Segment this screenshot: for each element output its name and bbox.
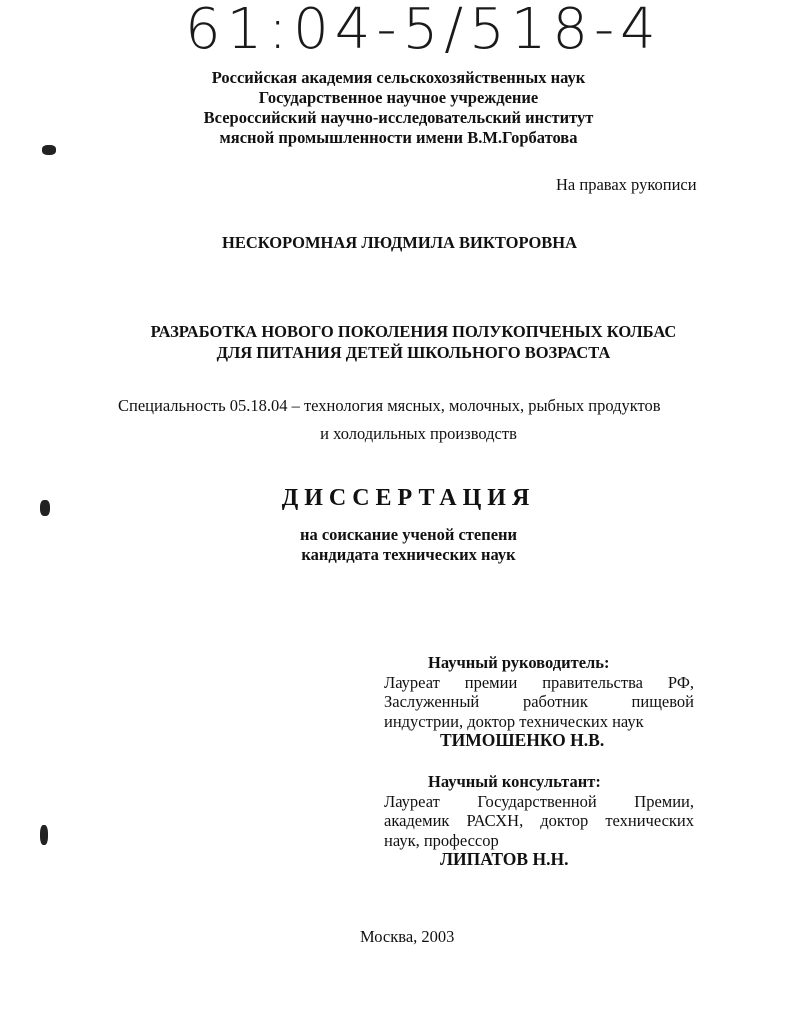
degree-line: кандидата технических наук [301, 545, 516, 564]
supervisor-line: Лауреат премии правительства РФ, [384, 672, 694, 692]
supervisor-block [384, 653, 694, 751]
degree-line: на соискание ученой степени [299, 525, 518, 544]
institution-line: Государственное научное учреждение [258, 88, 539, 107]
institution-line: мясной промышленности имени В.М.Горбатова [219, 128, 578, 147]
title-line: РАЗРАБОТКА НОВОГО ПОКОЛЕНИЯ ПОЛУКОПЧЕНЫХ КОЛБАС [150, 322, 677, 341]
consultant-heading: Научный консультант: [428, 772, 601, 791]
title-line: ДЛЯ ПИТАНИЯ ДЕТЕЙ ШКОЛЬНОГО ВОЗРАСТА [216, 343, 611, 362]
consultant-line: Лауреат Государственной Премии, [384, 791, 694, 811]
institution-line: Российская академия сельскохозяйственных наук [211, 68, 586, 87]
supervisor-name: ТИМОШЕНКО Н.В. [440, 730, 605, 751]
institution-line: Всероссийский научно-исследовательский институт [203, 108, 594, 127]
specialty-line: и холодильных производств [320, 424, 517, 443]
manuscript-rights: На правах рукописи [556, 175, 697, 194]
consultant-line: наук, профессор [384, 830, 499, 850]
author-name: НЕСКОРОМНАЯ ЛЮДМИЛА ВИКТОРОВНА [222, 233, 578, 252]
consultant-block [384, 772, 694, 870]
supervisor-line: индустрии, доктор технических наук [384, 711, 644, 731]
supervisor-line: Заслуженный работник пищевой [384, 692, 694, 712]
scan-speck-icon [42, 145, 56, 155]
handwritten-catalog-code: 61:04-5/518-4 [185, 0, 662, 62]
supervisor-heading: Научный руководитель: [428, 653, 610, 672]
document-type: ДИССЕРТАЦИЯ [281, 485, 536, 511]
place-year: Москва, 2003 [360, 927, 455, 946]
consultant-name: ЛИПАТОВ Н.Н. [440, 849, 569, 870]
scan-speck-icon [40, 825, 48, 845]
scan-speck-icon [40, 500, 50, 516]
consultant-line: академик РАСХН, доктор технических [384, 811, 694, 831]
specialty-line: Специальность 05.18.04 – технология мясных, молочных, рыбных продуктов [118, 396, 661, 415]
